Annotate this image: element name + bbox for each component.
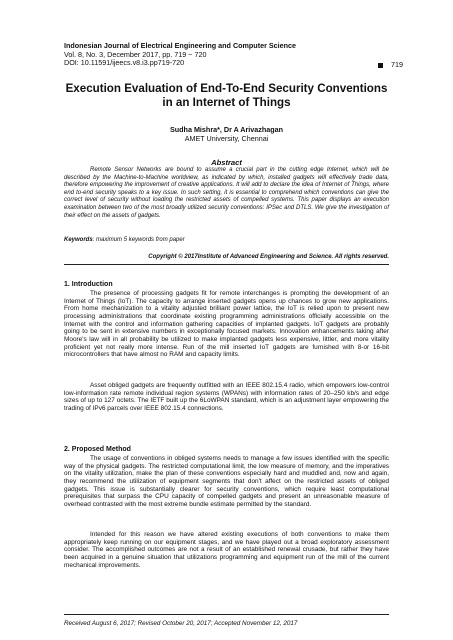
page-number — [378, 60, 403, 69]
keywords-label: Keywords — [64, 237, 93, 243]
divider-bottom — [64, 614, 389, 615]
received-dates-footer: Received August 6, 2017; Revised October 20, 2017; Accepted November 12, 2017 — [64, 620, 298, 627]
method-paragraph-1: The usage of conventions in obliged systems needs to manage a few issues identified with the specific way of the physical gadgets. The restricted computational limit, the low measure of memory, and the imperatives on the vitality utilization, make the plan of these conventions especially hard and muddled and, now and again, they recommend the utilization of equipment segments that don't affect on the restricted assets of obliged gadgets. This issue is substantially clearer for security conventions, which require least computational prerequisites that surpass the CPU capacity of compelled gadgets and present an unreasonable measure of overhead contrasted with the most extreme bundle estimate permitted by the standard. — [64, 455, 389, 508]
page-number-text: 719 — [391, 60, 403, 69]
keywords — [64, 237, 389, 243]
abstract-text: Remote Sensor Networks are bound to assume a crucial part in the cutting edge Internet, which will be described by the Machine-to-Machine worldview, as indicated by which, installed gadgets will effectively trade data, therefore empowering the improvement of creative applications. It will add to declare the idea of Internet of Things, where end to-end security speaks to a key issue. In such setting, it is essential to comprehend which conventions can give the correct level of security without loading the restricted assets of compelled systems. This paper displays an execution examination between two of the most broadly utilized security conventions: IPSec and DTLS. We give the investigation of their effect on the assets of gadgets. — [64, 167, 389, 219]
journal-doi: DOI: 10.11591/ijeecs.v8.i3.pp719-720 — [64, 58, 185, 68]
introduction-paragraph-1: The presence of processing gadgets fit for remote interchanges is prompting the development of an Internet of Things (IoT). The capacity to arrange inserted gadgets opens up chances to grow new applications. From home mechanization to a vitality adjusted brilliant power lattice, the IoT is relied upon to present new processing administrations that coordinate existing programming administrations officially accessible on the Internet with the control and information gathering capacities of implanted gadgets. IoT gadgets are probably going to be sent in extensive numbers in exceptionally focused markets. Innovation enhancements taking after Moore's law will in all probability be utilized to make implanted gadgets less expensive, littler, and more vitality proficient yet not really more intense. Run of the mill inserted IoT gadgets are furnished with 8-or 16-bit microcontrollers that have almost no RAM and capacity limits. — [64, 290, 389, 359]
section-heading-introduction: 1. Introduction — [64, 281, 113, 288]
divider-top — [64, 264, 389, 265]
journal-name: Indonesian Journal of Electrical Engineering and Computer Science — [64, 41, 297, 50]
introduction-paragraph-2: Asset obliged gadgets are frequently outfitted with an IEEE 802.15.4 radio, which empowers low-control low-information rate remote individual region systems (WPANs) with information rates of 20–250 kb/s and edge sizes of up to 127 octets. The IETF built up the 6LoWPAN standard, which is an adjustment layer empowering the trading of IPv6 parcels over IEEE 802.15.4 connections. — [64, 382, 389, 412]
method-paragraph-2: Intended for this reason we have altered existing executions of both conventions to make them appropriately keep running on our equipment stages, and we have played out a broad exploratory assessment consider. The accomplished outcomes are not a result of an established renewal crusade, but rather they have been acquired in a genuine situation that utilizations programming and equipment run of the mill of the current mechanical improvements. — [64, 531, 389, 569]
keywords-text: : maximum 5 keywords from paper — [92, 237, 185, 243]
section-heading-proposed-method: 2. Proposed Method — [64, 446, 131, 453]
author-affiliation: AMET University, Chennai — [184, 133, 269, 143]
paper-title: Execution Evaluation of End-To-End Security Conventions in an Internet of Things — [65, 82, 388, 109]
journal-header — [64, 42, 394, 68]
copyright-notice: Copyright © 2017Institute of Advanced Engineering and Science. All rights reserved. — [148, 254, 389, 260]
journal-volume: Vol. 8, No. 3, December 2017, pp. 719 ~ 720 — [64, 49, 207, 59]
square-bullet-icon — [378, 63, 383, 68]
author-names: Sudha Mishra*, Dr A Arivazhagan — [169, 125, 284, 134]
abstract-heading: Abstract — [211, 158, 242, 167]
author-block — [60, 126, 393, 143]
